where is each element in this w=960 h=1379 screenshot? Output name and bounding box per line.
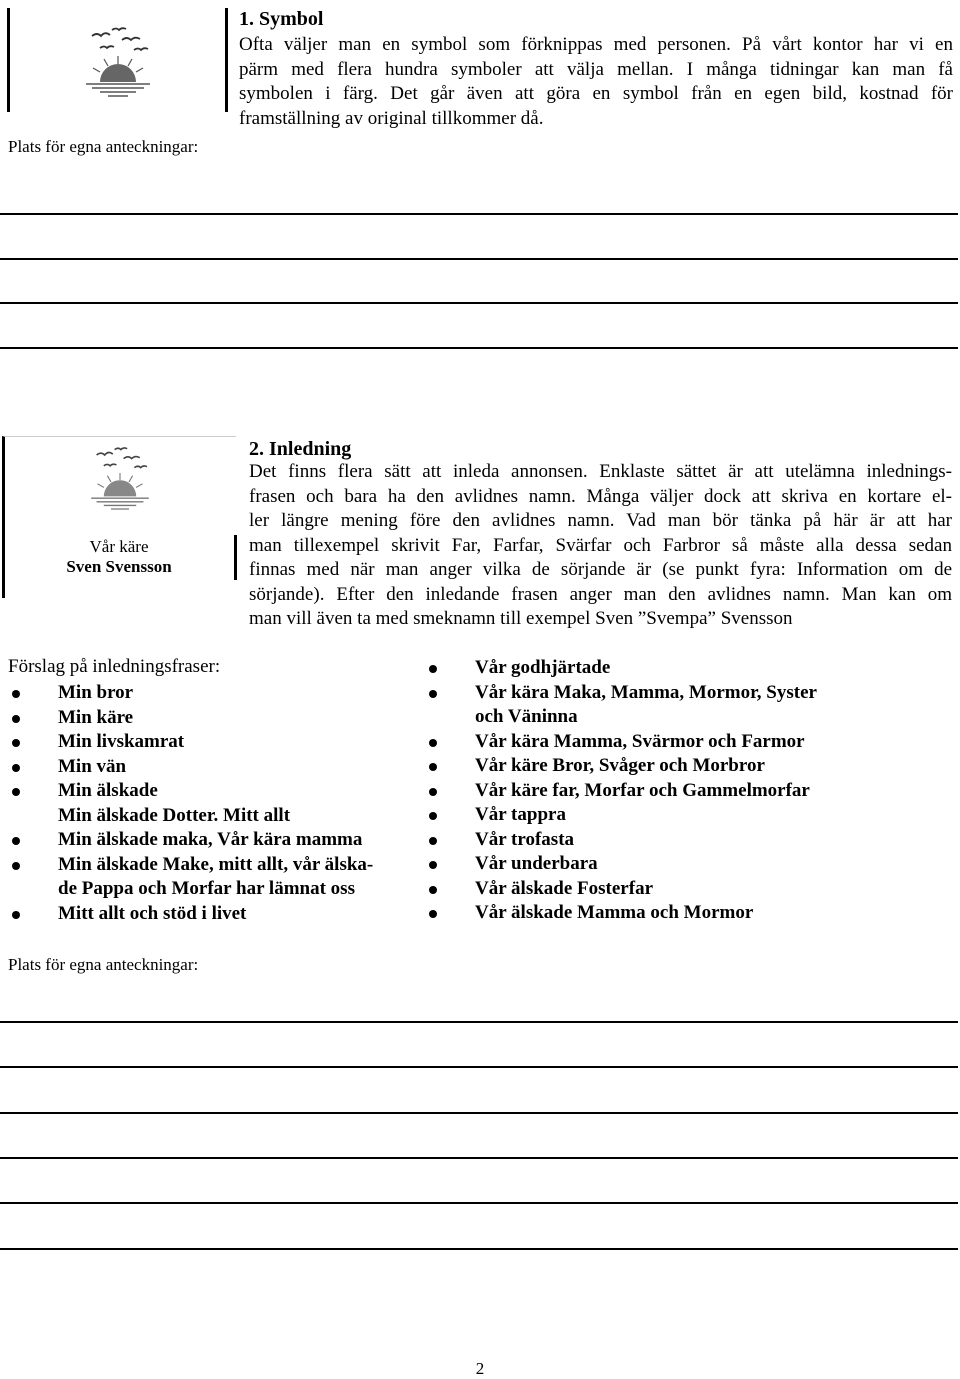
- phrase-item: [425, 901, 955, 926]
- seagulls-sunset-icon: [84, 446, 156, 518]
- bullet-icon: [429, 690, 437, 698]
- bullet-icon: [12, 788, 20, 796]
- phrase-text: och Väninna: [475, 706, 578, 727]
- section2-line: man vill även ta med smeknamn till exempel Sven ”Svempa” Svensson: [249, 608, 793, 629]
- note-line: [0, 1202, 958, 1204]
- phrase-text: Vår älskade Mamma och Mormor: [475, 902, 754, 923]
- phrase-text: Vår godhjärtade: [475, 657, 611, 678]
- phrase-item: [425, 877, 955, 902]
- symbol-frame-right-border: [225, 8, 228, 112]
- notes-label-top: Plats för egna anteckningar:: [8, 137, 199, 156]
- phrase-text: de Pappa och Morfar har lämnat oss: [58, 878, 355, 899]
- phrase-item: [425, 779, 955, 804]
- phrase-item: [8, 902, 418, 927]
- phrase-text: Vår underbara: [475, 853, 598, 874]
- phrase-item: [425, 730, 955, 755]
- bullet-icon: [429, 812, 437, 820]
- section1-body: [239, 33, 953, 131]
- bullet-icon: [12, 837, 20, 845]
- phrase-item: [8, 804, 418, 829]
- bullet-icon: [429, 837, 437, 845]
- bullet-icon: [429, 861, 437, 869]
- bullet-icon: [429, 886, 437, 894]
- phrase-text: Min bror: [58, 682, 134, 703]
- section1-line: framställning av original tillkommer då.: [239, 107, 544, 129]
- note-line: [0, 213, 958, 215]
- section2-line: ler längre mening före den avlidnes namn. Vad man bör tänka på här är att har: [249, 510, 952, 531]
- phrase-text: Min käre: [58, 706, 134, 728]
- phrase-text: Vår tappra: [475, 804, 566, 825]
- phrase-text: Min älskade maka, Vår kära mamma: [58, 829, 363, 850]
- phrases-heading: Förslag på inledningsfraser:: [8, 656, 221, 677]
- phrase-text: Min älskade Dotter. Mitt allt: [58, 804, 291, 826]
- note-line: [0, 1248, 958, 1250]
- phrase-item: [8, 706, 418, 731]
- section1-line: Ofta väljer man en symbol som förknippas med personen. På vårt kontor har vi en: [239, 34, 953, 55]
- note-line: [0, 1157, 958, 1159]
- note-line: [0, 347, 958, 349]
- note-line: [0, 1021, 958, 1023]
- phrase-text: Min älskade Make, mitt allt, vår älska-: [58, 853, 374, 875]
- notes-label-bottom: Plats för egna anteckningar:: [8, 955, 199, 974]
- bullet-icon: [12, 715, 20, 723]
- bullet-icon: [429, 910, 437, 918]
- phrase-text: Mitt allt och stöd i livet: [58, 902, 247, 924]
- section2-body: [249, 460, 952, 632]
- phrase-item: [425, 681, 955, 706]
- section1-line: pärm med flera hundra symboler att välja mellan. I många tidningar kan man få: [239, 58, 953, 80]
- phrase-item: [425, 754, 955, 779]
- note-line: [0, 302, 958, 304]
- note-line: [0, 1112, 958, 1114]
- phrase-text: Vår trofasta: [475, 828, 575, 850]
- bullet-icon: [429, 665, 437, 673]
- bullet-icon: [12, 764, 20, 772]
- bullet-icon: [12, 862, 20, 870]
- phrase-item: [8, 681, 418, 706]
- phrase-text: Vår käre far, Morfar och Gammelmorfar: [475, 779, 810, 801]
- section2-line: frasen och bara ha den avlidnes namn. Många väljer dock att skriva en kortare el-: [249, 485, 952, 507]
- phrase-text: Min älskade: [58, 780, 158, 801]
- phrase-item: [425, 828, 955, 853]
- bullet-icon: [429, 763, 437, 771]
- phrase-item: [425, 656, 955, 681]
- example-caption-line1: Vår käre: [89, 537, 149, 556]
- section2-line: man tillexempel skrivit Far, Farfar, Svärfar och Farbror så måste alla dessa sedan: [249, 534, 952, 556]
- phrase-item: [425, 852, 955, 877]
- section2-line: finnas med när man anger vilka de sörjande är (se punkt fyra: Information om de: [249, 559, 952, 580]
- phrase-item: [8, 755, 418, 780]
- bullet-icon: [12, 690, 20, 698]
- page-number: 2: [475, 1359, 485, 1378]
- section1-title: 1. Symbol: [239, 8, 324, 30]
- section2-line: sörjande). Efter den inledande frasen anger man den avlidnes namn. Man kan om: [249, 583, 952, 605]
- seagulls-sunset-icon: [78, 26, 158, 106]
- section2-line: Det finns flera sätt att inleda annonsen. Enklaste sättet är att utelämna inlednings-: [249, 461, 952, 482]
- note-line: [0, 1066, 958, 1068]
- phrase-item: [8, 730, 418, 755]
- phrase-text: Min livskamrat: [58, 731, 185, 752]
- phrases-left-list: [8, 681, 418, 926]
- phrase-item: [8, 853, 418, 878]
- phrase-item: [425, 705, 955, 730]
- phrase-item: [8, 779, 418, 804]
- phrase-text: Vår kära Mamma, Svärmor och Farmor: [475, 730, 805, 752]
- section2-title: 2. Inledning: [249, 438, 352, 460]
- phrase-text: Vår älskade Fosterfar: [475, 877, 654, 899]
- bullet-icon: [429, 788, 437, 796]
- section1-line: symbolen i färg. Det går även att göra en symbol från en egen bild, kostnad för: [239, 83, 953, 104]
- phrase-text: Vår käre Bror, Svåger och Morbror: [475, 755, 765, 776]
- phrase-item: [425, 803, 955, 828]
- example-caption-name: Sven Svensson: [66, 557, 172, 576]
- bullet-icon: [429, 739, 437, 747]
- phrase-text: Vår kära Maka, Mamma, Mormor, Syster: [475, 681, 817, 703]
- bullet-icon: [12, 739, 20, 747]
- phrases-right-list: [425, 656, 955, 926]
- note-line: [0, 258, 958, 260]
- phrase-text: Min vän: [58, 755, 127, 777]
- phrase-item: [8, 828, 418, 853]
- bullet-icon: [12, 911, 20, 919]
- phrase-item: [8, 877, 418, 902]
